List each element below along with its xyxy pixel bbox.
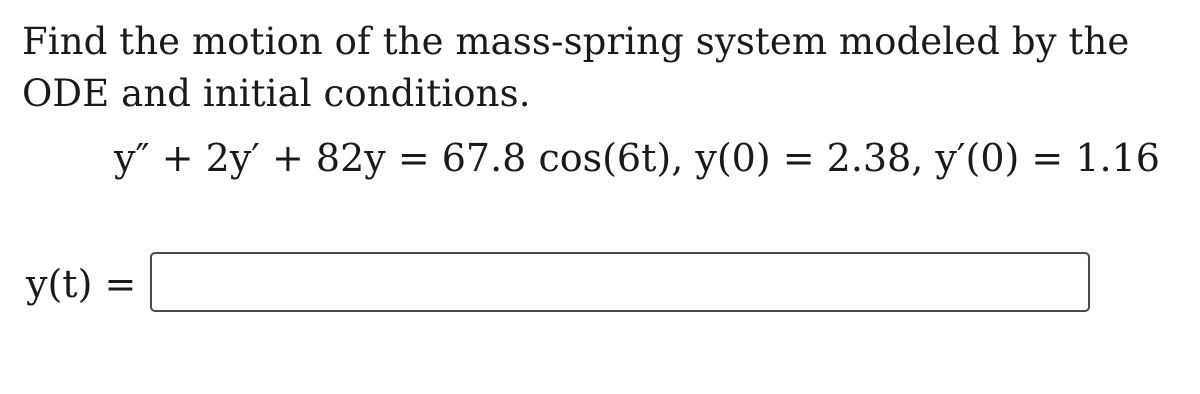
answer-label: y(t) = <box>26 262 137 306</box>
question-prompt: Find the motion of the mass-spring system modeled by the ODE and initial conditions. <box>22 20 1130 115</box>
ode-equation: y″ + 2y′ + 82y = 67.8 cos(6t), y(0) = 2.38, y′(0) = 1.16 <box>114 136 1160 180</box>
answer-row <box>26 252 156 316</box>
answer-input[interactable] <box>150 252 1090 312</box>
